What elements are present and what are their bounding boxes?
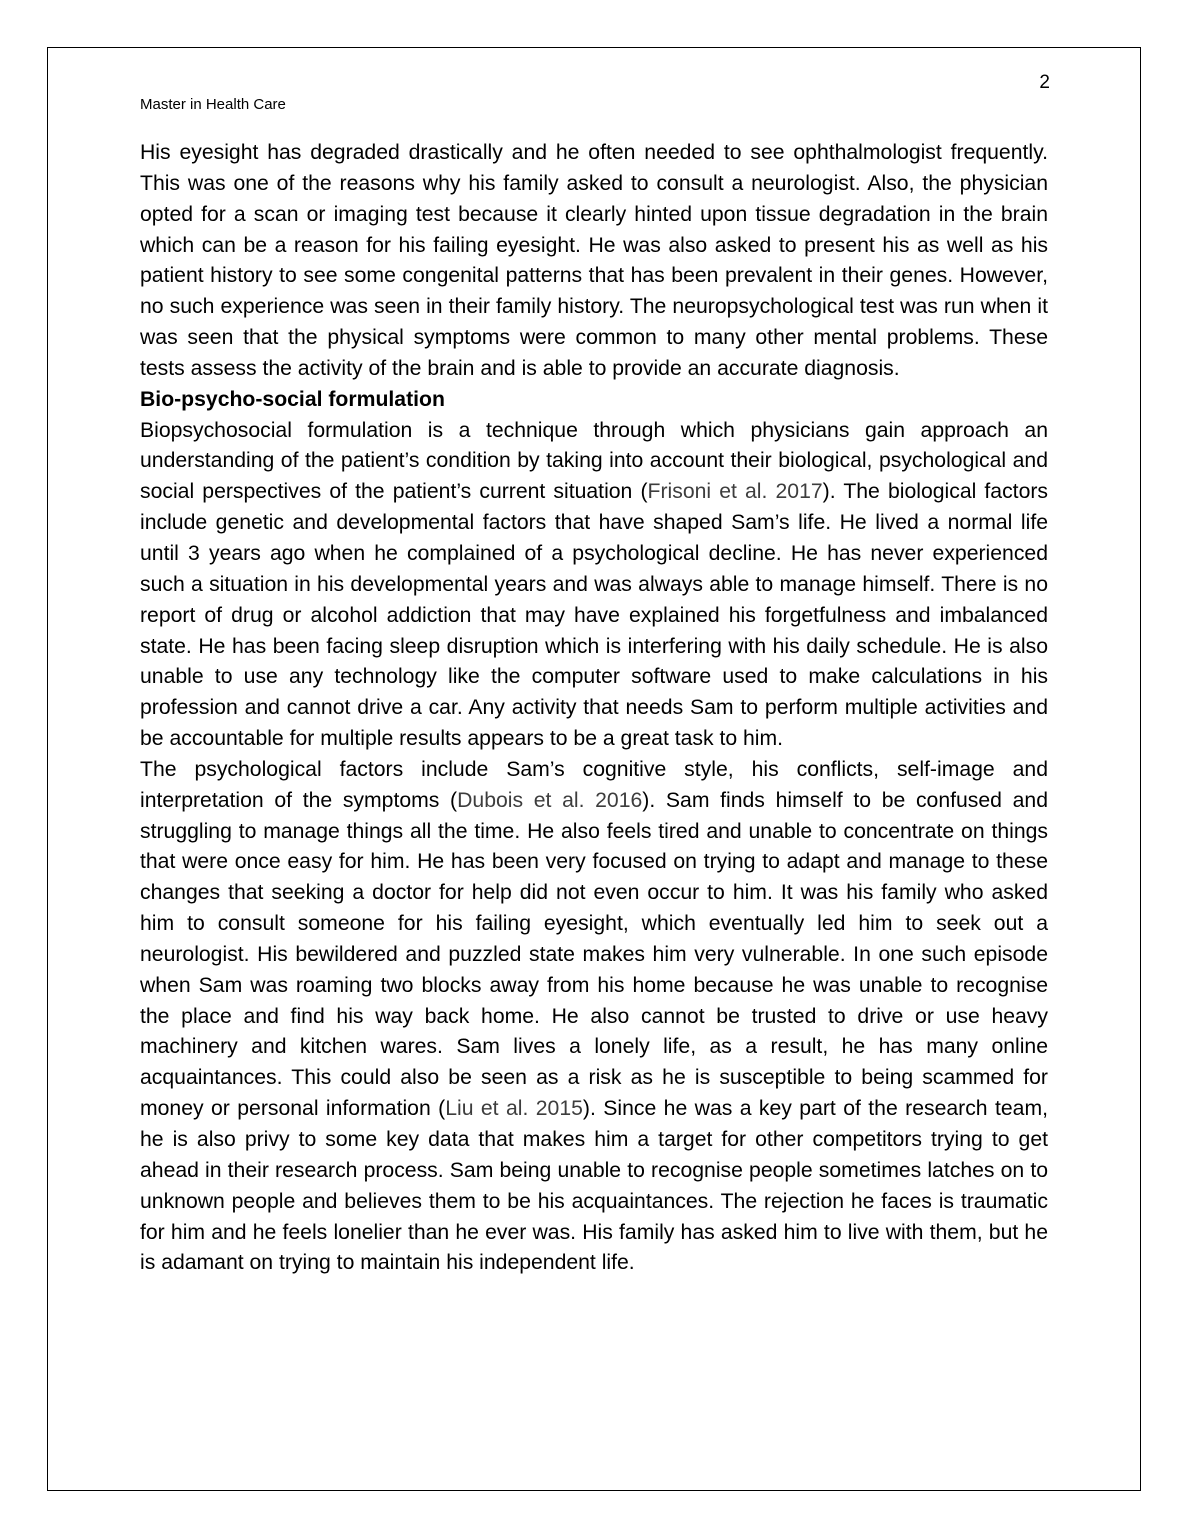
running-header: Master in Health Care [140, 96, 286, 113]
document-body [140, 138, 1048, 1279]
paragraph-text: Biopsychosocial formulation is a technique through which physicians gain approach an understanding of the patient’s condition by taking into account their biological, psychological and social perspectives of the patient’s current situation ( [140, 418, 1048, 504]
citation-dubois: Dubois et al. 2016 [457, 788, 643, 812]
paragraph-psychological [140, 755, 1048, 1279]
paragraph-text: ). Since he was a key part of the research team, he is also privy to some key data that makes him a target for other competitors trying to get ahead in their research process. Sam being unable to recognise people sometimes latches on to unknown people and believes them to be his acquaintances. The rejection he faces is traumatic for him and he feels lonelier than he ever was. His family has asked him to live with them, but he is adamant on trying to maintain his independent life. [140, 1097, 1048, 1275]
citation-liu: Liu et al. 2015 [445, 1097, 583, 1121]
page-number: 2 [1039, 72, 1050, 93]
section-heading: Bio-psycho-social formulation [140, 387, 445, 411]
paragraph-text: ). Sam finds himself to be confused and struggling to manage things all the time. He also feels tired and unable to concentrate on things that were once easy for him. He has been very focused on trying to adapt and manage to these changes that seeking a doctor for help did not even occur to him. It was his family who asked him to consult someone for his failing eyesight, which eventually led him to seek out a neurologist. His bewildered and puzzled state makes him very vulnerable. In one such episode when Sam was roaming two blocks away from his home because he was unable to recognise the place and find his way back home. He also cannot be trusted to drive or use heavy machinery and kitchen wares. Sam lives a lonely life, as a result, he has many online acquaintances. This could also be seen as a risk as he is susceptible to being scammed for money or personal information ( [140, 788, 1048, 1121]
paragraph-eyesight: His eyesight has degraded drastically and he often needed to see ophthalmologist frequently. This was one of the reasons why his family asked to consult a neurologist. Also, the physician opted for a scan or imaging test because it clearly hinted upon tissue degradation in the brain which can be a reason for his failing eyesight. He was also asked to present his as well as his patient history to see some congenital patterns that has been prevalent in their genes. However, no such experience was seen in their family history. The neuropsychological test was run when it was seen that the physical symptoms were common to many other mental problems. These tests assess the activity of the brain and is able to provide an accurate diagnosis. [140, 141, 1048, 380]
citation-frisoni: Frisoni et al. 2017 [647, 480, 823, 504]
paragraph-biopsychosocial [140, 416, 1048, 755]
paragraph-text: The psychological factors include Sam’s cognitive style, his conflicts, self-image and interpretation of the symptoms ( [140, 757, 1048, 812]
paragraph-text: ). The biological factors include genetic and developmental factors that have shaped Sam’s life. He lived a normal life until 3 years ago when he complained of a psychological decline. He has never experienced such a situation in his developmental years and was always able to manage himself. There is no report of drug or alcohol addiction that may have explained his forgetfulness and imbalanced state. He has been facing sleep disruption which is interfering with his daily schedule. He is also unable to use any technology like the computer software used to make calculations in his profession and cannot drive a car. Any activity that needs Sam to perform multiple activities and be accountable for multiple results appears to be a great task to him. [140, 480, 1049, 751]
